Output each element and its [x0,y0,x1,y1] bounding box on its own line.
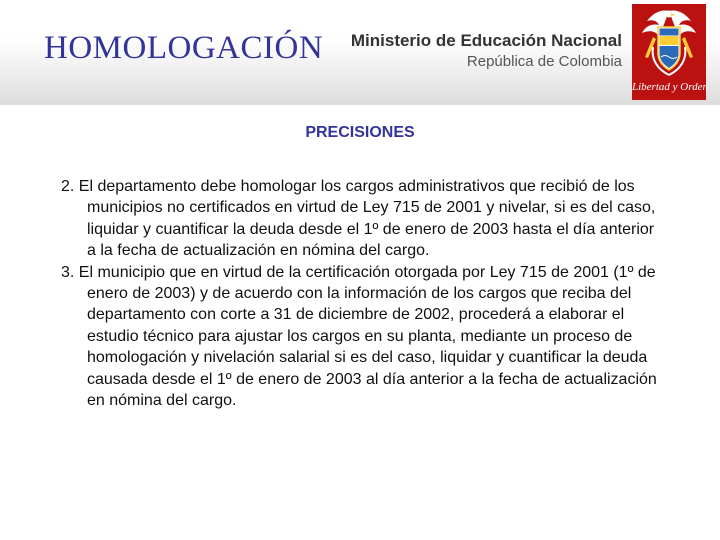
slide-title: HOMOLOGACIÓN [44,30,324,66]
section-heading: PRECISIONES [305,124,415,141]
content-list [61,176,661,411]
ministry-country: República de Colombia [466,53,622,70]
colombia-coat-of-arms-icon [639,7,699,79]
slide-header [0,0,720,105]
list-item: 3. El municipio que en virtud de la certificación otorgada por Ley 715 de 2001 (1º de enero de 2003) y de acuerdo con la información de los cargos que reciba del departamento con corte a 31 de diciembre de 2002, procederá a elaborar el estudio técnico para ajustar los cargos en su planta, mediante un proceso de homologación y nivelación salarial si es del caso, liquidar y cuantificar la deuda causada desde el 1º de enero de 2003 al día anterior a la fecha de actualización en nómina del cargo. [61,263,657,410]
ministry-name: Ministerio de Educación Nacional [350,31,622,50]
coat-of-arms-logo [632,4,706,100]
list-item: 2. El departamento debe homologar los cargos administrativos que recibió de los municipios no certificados en virtud de Ley 715 de 2001 y nivelar, si es del caso, liquidar y cuantificar la deuda desde el 1º de enero de 2003 hasta el día anterior a la fecha de actualización en nómina del cargo. [61,178,656,260]
crest-motto: Libertad y Orden [632,81,708,93]
